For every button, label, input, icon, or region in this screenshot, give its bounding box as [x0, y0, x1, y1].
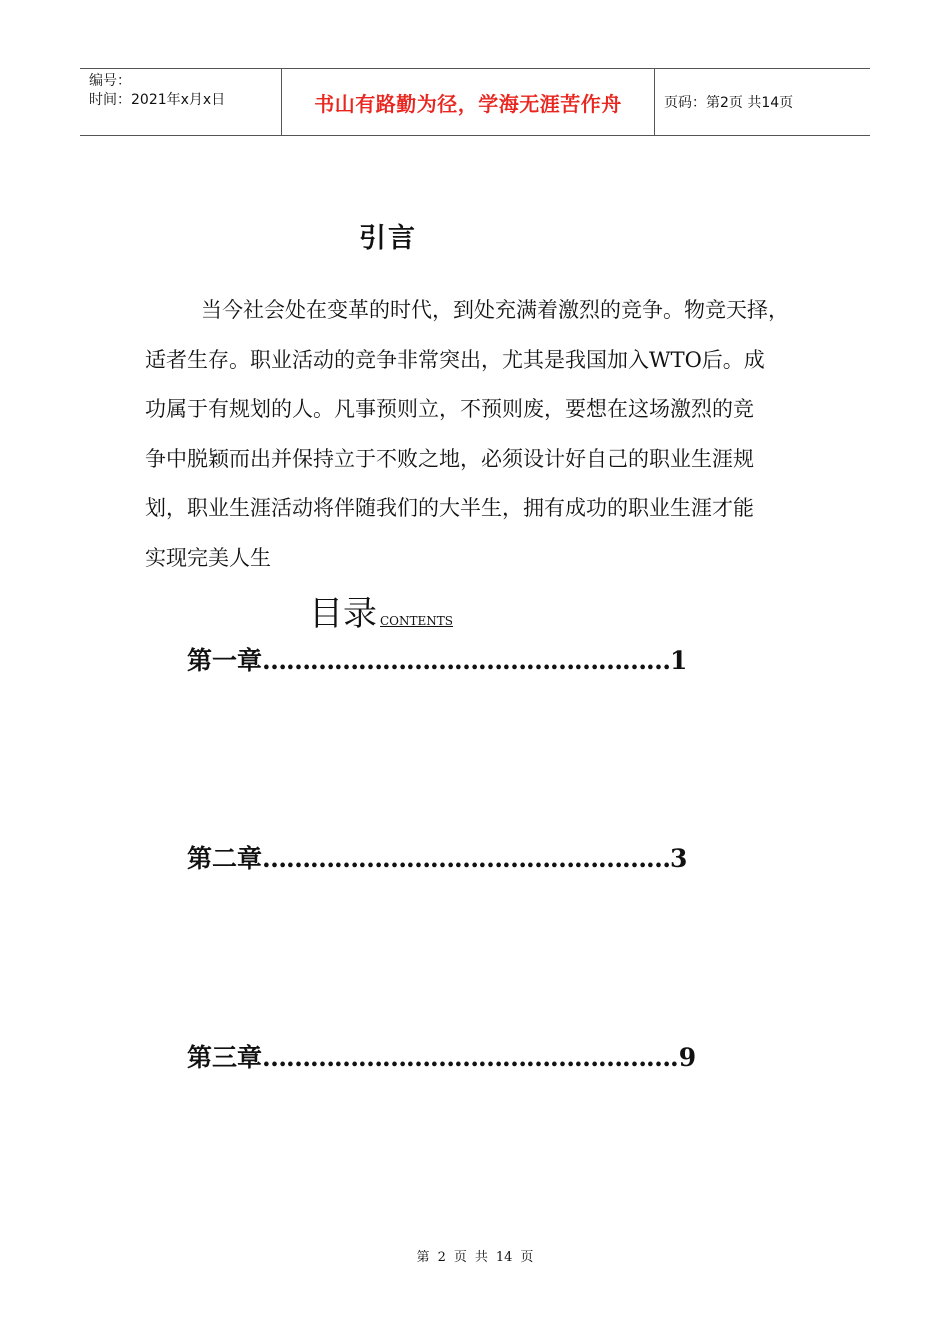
header-meta: [80, 69, 281, 135]
intro-line: 争中脱颖而出并保持立于不败之地，必须设计好自己的职业生涯规: [145, 446, 754, 471]
intro-title: 引言: [359, 223, 417, 254]
intro-line: 实现完美人生: [145, 545, 271, 570]
toc-page-number: 1: [670, 646, 688, 675]
footer-page-word: 页: [453, 1250, 467, 1265]
footer-current-page: 2: [437, 1250, 446, 1265]
toc-page-number: .9: [670, 1043, 697, 1072]
intro-line: 划，职业生涯活动将伴随我们的大半生，拥有成功的职业生涯才能: [145, 496, 754, 520]
toc-title: [309, 586, 453, 635]
toc-entry-chapter-1[interactable]: [187, 641, 807, 677]
page-footer: [0, 1246, 950, 1265]
toc-entry-chapter-3[interactable]: [187, 1038, 807, 1074]
toc-leader-dots: ……………………………………………: [262, 844, 671, 873]
intro-line: 功属于有规划的人。凡事预则立，不预则废，要想在这场激烈的竞: [145, 397, 754, 421]
toc-chapter-label: 第一章: [187, 646, 263, 675]
intro-line: 当今社会处在变革的时代，到处充满着激烈的竞争。物竞天择，: [201, 298, 789, 322]
toc-leader-dots: ……………………………………………: [262, 1043, 671, 1072]
toc-entry-chapter-2[interactable]: [187, 839, 807, 875]
page-header: [80, 68, 870, 136]
footer-suffix: 页: [520, 1250, 534, 1265]
toc-page-number: 3: [670, 844, 688, 873]
footer-total-pages: 14: [495, 1250, 513, 1265]
intro-paragraph: [145, 286, 835, 583]
header-page-info: 页码：第2页 共14页: [664, 95, 794, 111]
serial-label: 编号：: [89, 73, 131, 89]
toc-chapter-label: 第三章: [187, 1043, 263, 1072]
time-label: 时间：2021年x月x日: [89, 92, 226, 108]
toc-leader-dots: ……………………………………………: [262, 646, 671, 675]
intro-line: 适者生存。职业活动的竞争非常突出，尤其是我国加入WTO后。成: [145, 347, 765, 372]
footer-prefix: 第: [416, 1250, 430, 1265]
footer-total-prefix: 共: [474, 1250, 488, 1265]
toc-title-main: 目录: [309, 594, 377, 634]
toc-title-subtitle: CONTENTS: [380, 614, 454, 628]
toc-chapter-label: 第二章: [187, 844, 263, 873]
header-motto: 书山有路勤为径，学海无涯苦作舟: [281, 69, 655, 135]
